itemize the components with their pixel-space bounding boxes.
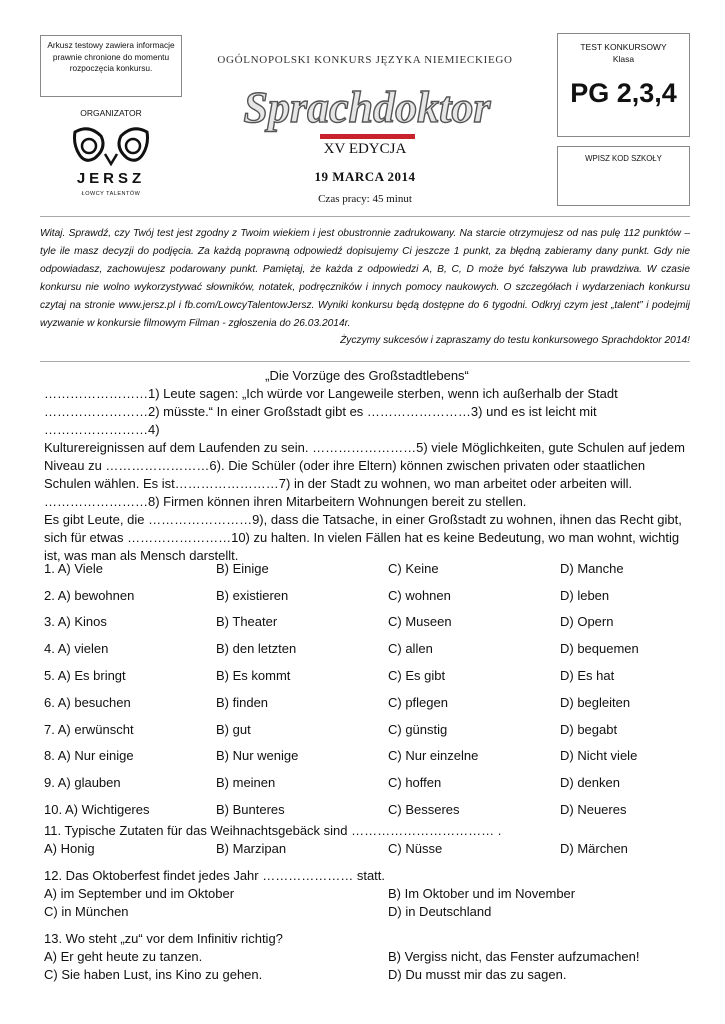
passage-title: „Die Vorzüge des Großstadtlebens“ (265, 368, 469, 383)
organizer-name: JERSZ (76, 170, 146, 187)
answer-option[interactable]: C) Besseres (388, 802, 460, 818)
edition: XV EDYCJA (323, 141, 407, 157)
question-11 (44, 822, 690, 858)
answer-option[interactable]: C) allen (388, 641, 433, 657)
answer-option[interactable]: 8. A) Nur einige (44, 748, 134, 764)
answer-option[interactable]: B) Im Oktober und im November (388, 886, 576, 901)
answer-option[interactable]: D) Es hat (560, 668, 615, 684)
answer-option[interactable]: B) Nur wenige (216, 748, 299, 764)
competition-date: 19 MARCA 2014 (314, 169, 416, 184)
answer-option[interactable]: 2. A) bewohnen (44, 587, 135, 603)
answer-option[interactable]: D) in Deutschland (388, 904, 492, 919)
logo-red-bar (320, 134, 415, 139)
work-time: Czas pracy: 45 minut (318, 193, 412, 205)
logo-text: Sprachdoktor (243, 83, 491, 132)
passage-line: Niveau zu ……………………6). Die Schüler (oder ihre Eltern) können zwischen privaten oder staatlichen (44, 458, 646, 473)
answer-option[interactable]: D) begleiten (560, 694, 631, 710)
answer-option[interactable]: A) im September und im Oktober (44, 886, 235, 901)
option-row (44, 662, 690, 689)
divider (40, 216, 690, 217)
owl-logo-icon (71, 126, 151, 170)
option-row (44, 796, 690, 823)
answer-option[interactable]: A) Honig (44, 841, 95, 856)
answer-row (44, 966, 690, 984)
answer-option[interactable]: 6. A) besuchen (44, 694, 131, 710)
test-label: TEST KONKURSOWY (580, 42, 667, 52)
answer-option[interactable]: D) Opern (560, 614, 614, 630)
passage-line: ……………………8) Firmen können ihren Mitarbeitern Wohnungen bereit zu stellen. (44, 494, 527, 509)
answer-options (44, 555, 690, 823)
answer-option[interactable]: 7. A) erwünscht (44, 721, 134, 737)
question-12 (44, 867, 690, 921)
question-text: 12. Das Oktoberfest findet jedes Jahr ………………… statt. (44, 868, 386, 883)
answer-option[interactable]: D) Nicht viele (560, 748, 638, 764)
answer-option[interactable]: 1. A) Viele (44, 560, 104, 576)
answer-option[interactable]: B) Es kommt (216, 668, 291, 684)
question-text: 13. Wo steht „zu“ vor dem Infinitiv richtig? (44, 931, 283, 946)
option-row (44, 743, 690, 770)
answer-option[interactable]: C) Museen (388, 614, 452, 630)
competition-title: OGÓLNOPOLSKI KONKURS JĘZYKA NIEMIECKIEGO (217, 54, 513, 66)
class-label: Klasa (612, 54, 635, 64)
answer-option[interactable]: D) bequemen (560, 641, 639, 657)
answer-option[interactable]: B) Einige (216, 560, 269, 576)
answer-option[interactable]: A) Er geht heute zu tanzen. (44, 949, 203, 964)
organizer-label: ORGANIZATOR (80, 108, 142, 118)
option-row (44, 635, 690, 662)
answer-option[interactable]: C) Es gibt (388, 668, 446, 684)
passage-line: Kulturereignissen auf dem Laufenden zu sein. ……………………5) viele Möglichkeiten, gute Schulen auf jedem (44, 440, 685, 455)
answer-option[interactable]: B) existieren (216, 587, 289, 603)
answer-option[interactable]: 5. A) Es bringt (44, 668, 126, 684)
question-text: 11. Typische Zutaten für das Weihnachtsgebäck sind …………………………… . (44, 823, 502, 838)
answer-option[interactable]: C) Nüsse (388, 841, 443, 856)
legal-notice: Arkusz testowy zawiera informacje prawnie chronione do momentu rozpoczęcia konkursu. (40, 35, 182, 97)
school-code-label: WPISZ KOD SZKOŁY (585, 154, 662, 163)
question-13 (44, 930, 690, 984)
intro-text: Witaj. Sprawdź, czy Twój test jest zgodny z Twoim wiekiem i jest obustronnie zadrukowany. Na starcie otrzymujesz od nas pulę 112 punktów – tyle ile masz decyzji do podjęcia. Za każdą poprawną odpowiedź dopisujemy Ci jeszcze 1 punkt, za błędną zabieramy dany punkt. Gdy nie odpowiadasz, zachowujesz podarowany punkt. Pamiętaj, że każda z odpowiedzi A, B, C, D może być fałszywa lub prawdziwa. W czasie konkursu nie wolno wykorzystywać słowników, notatek, podręczników i innych pomocy naukowych. O szczegółach i wydarzeniach konkursu czytaj na stronie www.jersz.pl i fb.com/LowcyTalentowJersz. Wyniki konkursu będą dostępne do 6 tygodni. Odkryj czym jest „talent” i podejmij wyzwanie w konkursie filmowym Filman - zgłoszenia do 26.03.2014r. (40, 228, 690, 329)
answer-option[interactable]: D) denken (560, 775, 620, 791)
answer-option[interactable]: 10. A) Wichtigeres (44, 802, 150, 818)
answer-row (44, 885, 690, 903)
answer-option[interactable]: C) hoffen (388, 775, 442, 791)
answer-option[interactable]: C) Nur einzelne (388, 748, 479, 764)
answer-option[interactable]: B) Bunteres (216, 802, 285, 818)
answer-option[interactable]: B) finden (216, 694, 269, 710)
answer-row (44, 840, 690, 858)
answer-option[interactable]: B) Vergiss nicht, das Fenster aufzumachen! (388, 949, 640, 964)
divider (40, 361, 690, 362)
answer-option[interactable]: C) Sie haben Lust, ins Kino zu gehen. (44, 967, 263, 982)
option-row (44, 609, 690, 636)
test-info-box (557, 33, 690, 137)
answer-option[interactable]: B) den letzten (216, 641, 297, 657)
passage-line: ……………………1) Leute sagen: „Ich würde vor Langeweile sterben, wenn ich außerhalb der Stadt (44, 386, 618, 401)
option-row (44, 555, 690, 582)
answer-option[interactable]: D) Du musst mir das zu sagen. (388, 967, 567, 982)
answer-option[interactable]: D) begabt (560, 721, 618, 737)
sprachdoktor-logo (222, 80, 512, 140)
option-row (44, 582, 690, 609)
answer-option[interactable]: 9. A) glauben (44, 775, 121, 791)
passage-line: ……………………2) müsste.“ In einer Großstadt gibt es ……………………3) und es ist leicht mit ……………………4) (44, 404, 597, 437)
answer-option[interactable]: C) günstig (388, 721, 448, 737)
passage-line: Schulen wählen. Es ist……………………7) in der Stadt zu wohnen, wo man arbeitet oder arbeiten will. (44, 476, 633, 491)
class-value: PG 2,3,4 (570, 78, 677, 108)
answer-option[interactable]: 4. A) vielen (44, 641, 109, 657)
passage-line: Es gibt Leute, die ……………………9), dass die Tatsache, in einer Großstadt zu wohnen, ihnen das Recht gibt, (44, 512, 682, 527)
answer-option[interactable]: B) meinen (216, 775, 276, 791)
answer-option[interactable]: B) gut (216, 721, 251, 737)
answer-option[interactable]: C) Keine (388, 560, 439, 576)
answer-option[interactable]: B) Theater (216, 614, 278, 630)
answer-option[interactable]: B) Marzipan (216, 841, 287, 856)
passage (44, 367, 690, 565)
wish-text: Życzymy sukcesów i zapraszamy do testu konkursowego Sprachdoktor 2014! (340, 335, 690, 346)
passage-line: sich für etwas ……………………10) zu halten. In vielen Fällen hat es keine Bedeutung, wo man wohnt, wichtig (44, 530, 680, 545)
organizer-tagline: ŁOWCY TALENTÓW (81, 191, 141, 197)
answer-option[interactable]: C) pflegen (388, 694, 448, 710)
answer-option[interactable]: C) in München (44, 904, 129, 919)
answer-row (44, 903, 690, 921)
passage-line: ist, was man als Mensch darstellt. (44, 548, 239, 563)
option-row (44, 769, 690, 796)
answer-option[interactable]: D) leben (560, 587, 610, 603)
answer-option[interactable]: D) Manche (560, 560, 624, 576)
answer-option[interactable]: 3. A) Kinos (44, 614, 107, 630)
option-row (44, 689, 690, 716)
answer-option[interactable]: D) Märchen (560, 841, 628, 856)
answer-option[interactable]: C) wohnen (388, 587, 451, 603)
school-code-box[interactable] (557, 146, 690, 206)
option-row (44, 716, 690, 743)
answer-option[interactable]: D) Neueres (560, 802, 627, 818)
answer-row (44, 948, 690, 966)
